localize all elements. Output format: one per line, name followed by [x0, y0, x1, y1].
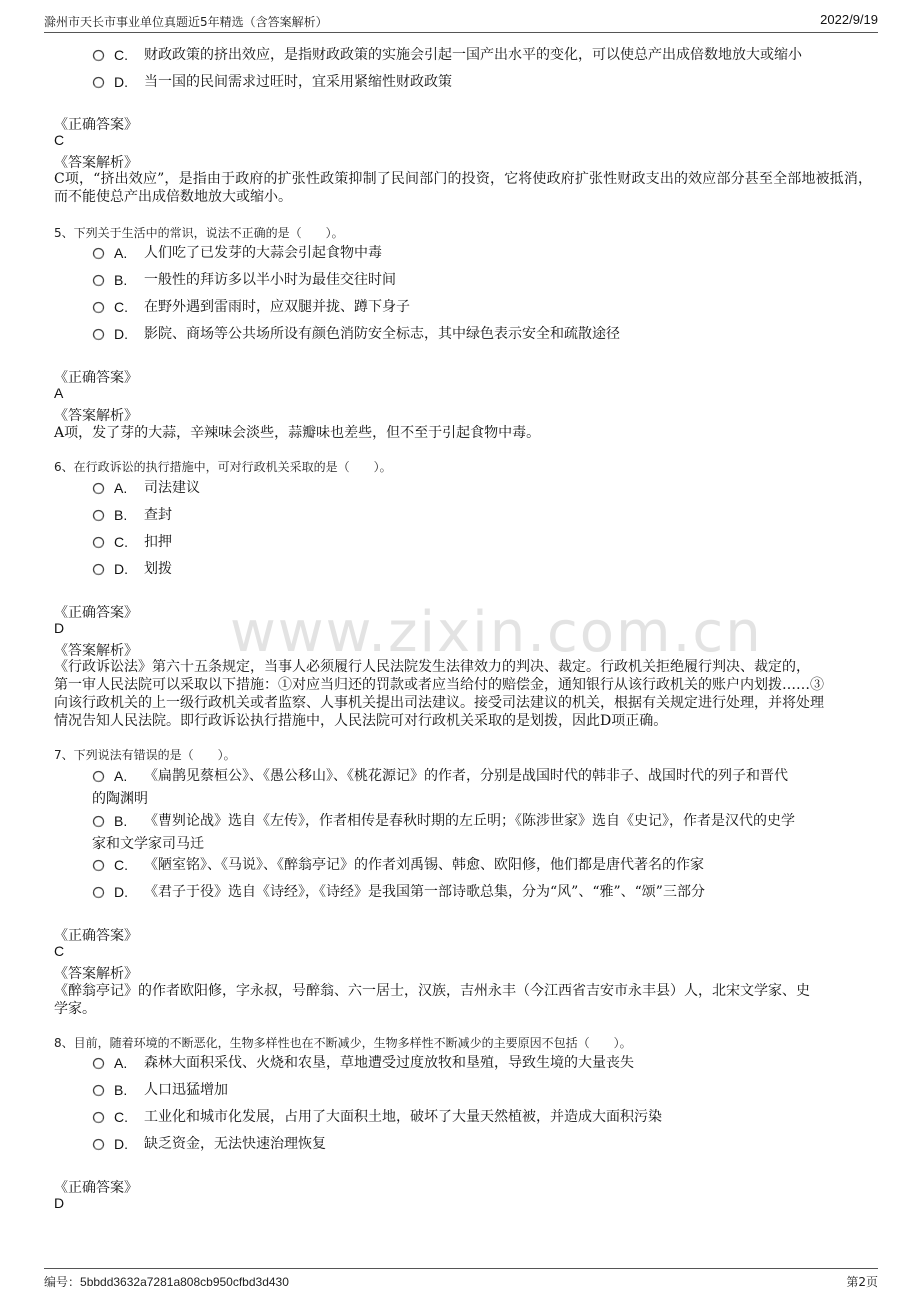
option-text: 划拨	[144, 561, 172, 577]
q7-answer: C	[54, 943, 65, 959]
option-text: 一般性的拜访多以半小时为最佳交往时间	[144, 272, 396, 288]
correct-answer-label: 《正确答案》	[54, 117, 138, 133]
radio-icon[interactable]	[92, 1138, 105, 1151]
radio-icon[interactable]	[92, 274, 105, 287]
radio-icon[interactable]	[92, 49, 105, 62]
radio-icon[interactable]	[92, 509, 105, 522]
q8-title: 8、目前，随着环境的不断恶化，生物多样性也在不断减少，生物多样性不断减少的主要原因不包括（ ）。	[54, 1036, 632, 1050]
correct-answer-label: 《正确答案》	[54, 605, 138, 621]
option-text: 缺乏资金，无法快速治理恢复	[144, 1136, 326, 1152]
radio-icon[interactable]	[92, 1057, 105, 1070]
q4-answer: C	[54, 132, 65, 148]
watermark: www.zixin.com.cn	[230, 600, 763, 665]
option-text: 财政政策的挤出效应，是指财政政策的实施会引起一国产出水平的变化，可以使总产出成倍数地放大或缩小	[144, 47, 802, 63]
page-header	[44, 12, 878, 33]
radio-icon[interactable]	[92, 770, 105, 783]
option-text: 工业化和城市化发展，占用了大面积土地，破坏了大量天然植被，并造成大面积污染	[144, 1109, 662, 1125]
option-text: 《扁鹊见蔡桓公》、《愚公移山》、《桃花源记》的作者，分别是战国时代的韩非子、战国时代的列子和晋代	[144, 768, 788, 784]
option-text: 扣押	[144, 534, 172, 550]
option-text: 司法建议	[144, 480, 200, 496]
document-code: 编号：5bbdd3632a7281a808cb950cfbd3d430	[44, 1275, 289, 1289]
q8-answer: D	[54, 1195, 65, 1211]
radio-icon[interactable]	[92, 536, 105, 549]
option-text: 在野外遇到雷雨时，应双腿并拢、蹲下身子	[144, 299, 410, 315]
option-text: 人们吃了已发芽的大蒜会引起食物中毒	[144, 245, 382, 261]
analysis-label: 《答案解析》	[54, 408, 138, 424]
radio-icon[interactable]	[92, 886, 105, 899]
correct-answer-label: 《正确答案》	[54, 370, 138, 386]
option-text: 人口迅猛增加	[144, 1082, 228, 1098]
correct-answer-label: 《正确答案》	[54, 1180, 138, 1196]
page-number: 第2页	[846, 1275, 878, 1289]
q6-answer: D	[54, 620, 65, 636]
option-text: 《曹刿论战》选自《左传》，作者相传是春秋时期的左丘明；《陈涉世家》选自《史记》，作者是汉代的史学	[144, 813, 795, 829]
q5-analysis: A项，发了芽的大蒜，辛辣味会淡些，蒜瓣味也差些，但不至于引起食物中毒。	[54, 425, 541, 441]
radio-icon[interactable]	[92, 482, 105, 495]
option-text-continued: 的陶渊明	[92, 791, 148, 807]
q5-answer: A	[54, 385, 64, 401]
radio-icon[interactable]	[92, 76, 105, 89]
q4-analysis: C项，“挤出效应”，是指由于政府的扩张性政策抑制了民间部门的投资，它将使政府扩张性财政支出的效应部分甚至全部地被抵消，而不能使总产出成倍数地放大或缩小。	[54, 171, 872, 205]
correct-answer-label: 《正确答案》	[54, 928, 138, 944]
q6-analysis: 《行政诉讼法》第六十五条规定，当事人必须履行人民法院发生法律效力的判决、裁定。行政机关拒绝履行判决、裁定的， 第一审人民法院可以采取以下措施：①对应当归还的罚款或者应当给付的赔偿金，通知银行从该行政机关的账户内划拨……③ 向该行政机关的上一级行政机关或者监察、人事机关提出司法建议。接受司法建议的机关，根据有关规定进行处理，并将处理 情况告知人民法院。即行政诉讼执行措施中，人民法院可对行政机关采取的是划拨，因此D项正确。	[54, 659, 824, 729]
document-date: 2022/9/19	[820, 12, 878, 27]
radio-icon[interactable]	[92, 1084, 105, 1097]
document-title: 滁州市天长市事业单位真题近5年精选（含答案解析）	[44, 15, 328, 29]
radio-icon[interactable]	[92, 1111, 105, 1124]
q7-analysis: 《醉翁亭记》的作者欧阳修，字永叔，号醉翁、六一居士，汉族，吉州永丰（今江西省吉安市永丰县）人，北宋文学家、史 学家。	[54, 983, 810, 1017]
option-text: 当一国的民间需求过旺时，宜采用紧缩性财政政策	[144, 74, 452, 90]
q7-title: 7、下列说法有错误的是（ ）。	[54, 748, 236, 762]
radio-icon[interactable]	[92, 563, 105, 576]
option-text: 《君子于役》选自《诗经》，《诗经》是我国第一部诗歌总集，分为“风”、“雅”、“颂”三部分	[144, 884, 705, 900]
page-footer	[44, 1268, 878, 1289]
option-text-continued: 家和文学家司马迁	[92, 836, 204, 852]
radio-icon[interactable]	[92, 301, 105, 314]
option-text: 《陋室铭》、《马说》、《醉翁亭记》的作者刘禹锡、韩愈、欧阳修，他们都是唐代著名的作家	[144, 857, 704, 873]
option-text: 查封	[144, 507, 172, 523]
analysis-label: 《答案解析》	[54, 155, 138, 171]
option-text: 影院、商场等公共场所设有颜色消防安全标志，其中绿色表示安全和疏散途径	[144, 326, 620, 342]
radio-icon[interactable]	[92, 815, 105, 828]
radio-icon[interactable]	[92, 328, 105, 341]
option-text: 森林大面积采伐、火烧和农垦，草地遭受过度放牧和垦殖，导致生境的大量丧失	[144, 1055, 634, 1071]
analysis-label: 《答案解析》	[54, 643, 138, 659]
radio-icon[interactable]	[92, 247, 105, 260]
analysis-label: 《答案解析》	[54, 966, 138, 982]
q6-title: 6、在行政诉讼的执行措施中，可对行政机关采取的是（ ）。	[54, 460, 392, 474]
radio-icon[interactable]	[92, 859, 105, 872]
q5-title: 5、下列关于生活中的常识，说法不正确的是（ ）。	[54, 226, 344, 240]
